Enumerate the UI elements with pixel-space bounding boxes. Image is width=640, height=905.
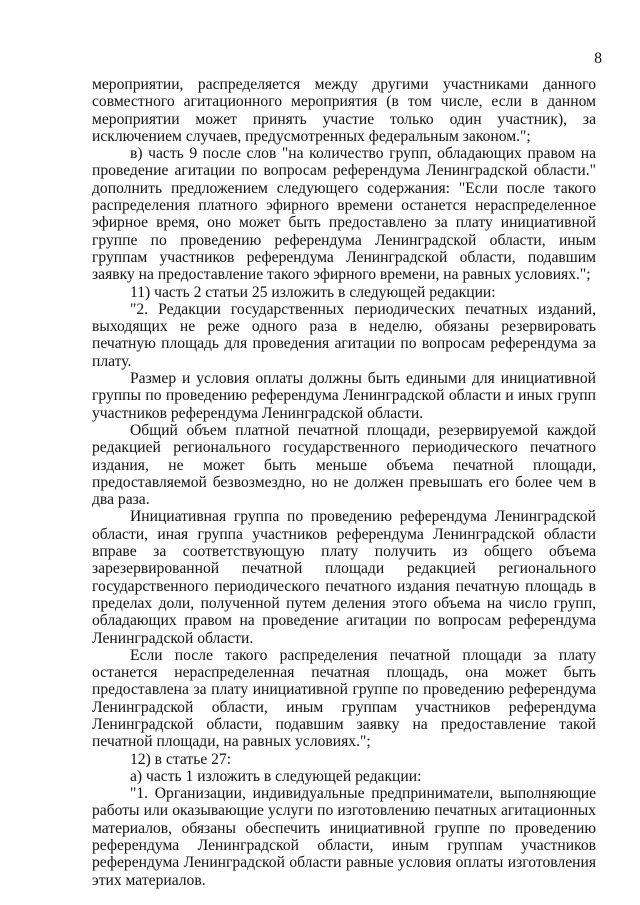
paragraph-remaining-area: Если после такого распределения печатной площади за плату останется нераспределенная печатная площадь, она может быть предоставлена за плату инициативной группе по проведению референдума Ленинградской области, иным группам участников референдума Ленинградской области, подавшим заявку на предоставление такой печатной площади, на равных условиях.";	[92, 646, 596, 751]
paragraph-quote-part-2: "2. Редакции государственных периодических печатных изданий, выходящих не реже одного раза в неделю, обязаны резервировать печатную площадь для проведения агитации по вопросам референдума за плату.	[92, 300, 596, 370]
paragraph-item-a: а) часть 1 изложить в следующей редакции:	[130, 767, 422, 785]
document-body	[92, 76, 596, 889]
page-number: 8	[594, 50, 602, 67]
paragraph-quote-part-1: "1. Организации, индивидуальные предприниматели, выполняющие работы или оказывающие услуги по изготовлению печатных агитационных материалов, обязаны обеспечить инициативной группе по проведению референдума Ленинградской области, иным группам участников референдума Ленинградской области равные условия оплаты изготовления этих материалов.	[92, 785, 596, 889]
paragraph-item-12: 12) в статье 27:	[130, 750, 232, 768]
paragraph-continuation: мероприятии, распределяется между другими участниками данного совместного агитационного мероприятия (в том числе, если в данном мероприятии может принять участие только один участник), за исключением случаев, предусмотренных федеральным законом.";	[92, 76, 596, 145]
paragraph-item-v: в) часть 9 после слов "на количество групп, обладающих правом на проведение агитации по вопросам референдума Ленинградской области." дополнить предложением следующего содержания: "Если после такого распределения платного эфирного времени останется нераспределенное эфирное время, оно может быть предоставлено за плату инициативной группе по проведению референдума Ленинградской области, иным группам участников референдума Ленинградской области, подавшим заявку на предоставление такого эфирного времени, на равных условиях.";	[92, 145, 596, 284]
paragraph-item-11: 11) часть 2 статьи 25 изложить в следующей редакции:	[130, 283, 496, 301]
paragraph-payment-terms: Размер и условия оплаты должны быть едиными для инициативной группы по проведению референдума Ленинградской области и иных групп участников референдума Ленинградской области.	[92, 370, 596, 422]
paragraph-initiative-group: Инициативная группа по проведению референдума Ленинградской области, иная группа участников референдума Ленинградской области вправе за соответствующую плату получить из общего объема зарезервированной печатной площади редакцией регионального государственного периодического печатного издания печатную площадь в пределах доли, полученной путем деления этого объема на число групп, обладающих правом на проведение агитации по вопросам референдума Ленинградской области.	[92, 508, 596, 647]
paragraph-total-area: Общий объем платной печатной площади, резервируемой каждой редакцией регионального государственного периодического печатного издания, не может быть меньше объема печатной площади, предоставляемой безвозмездно, но не должен превышать его более чем в два раза.	[92, 421, 596, 509]
